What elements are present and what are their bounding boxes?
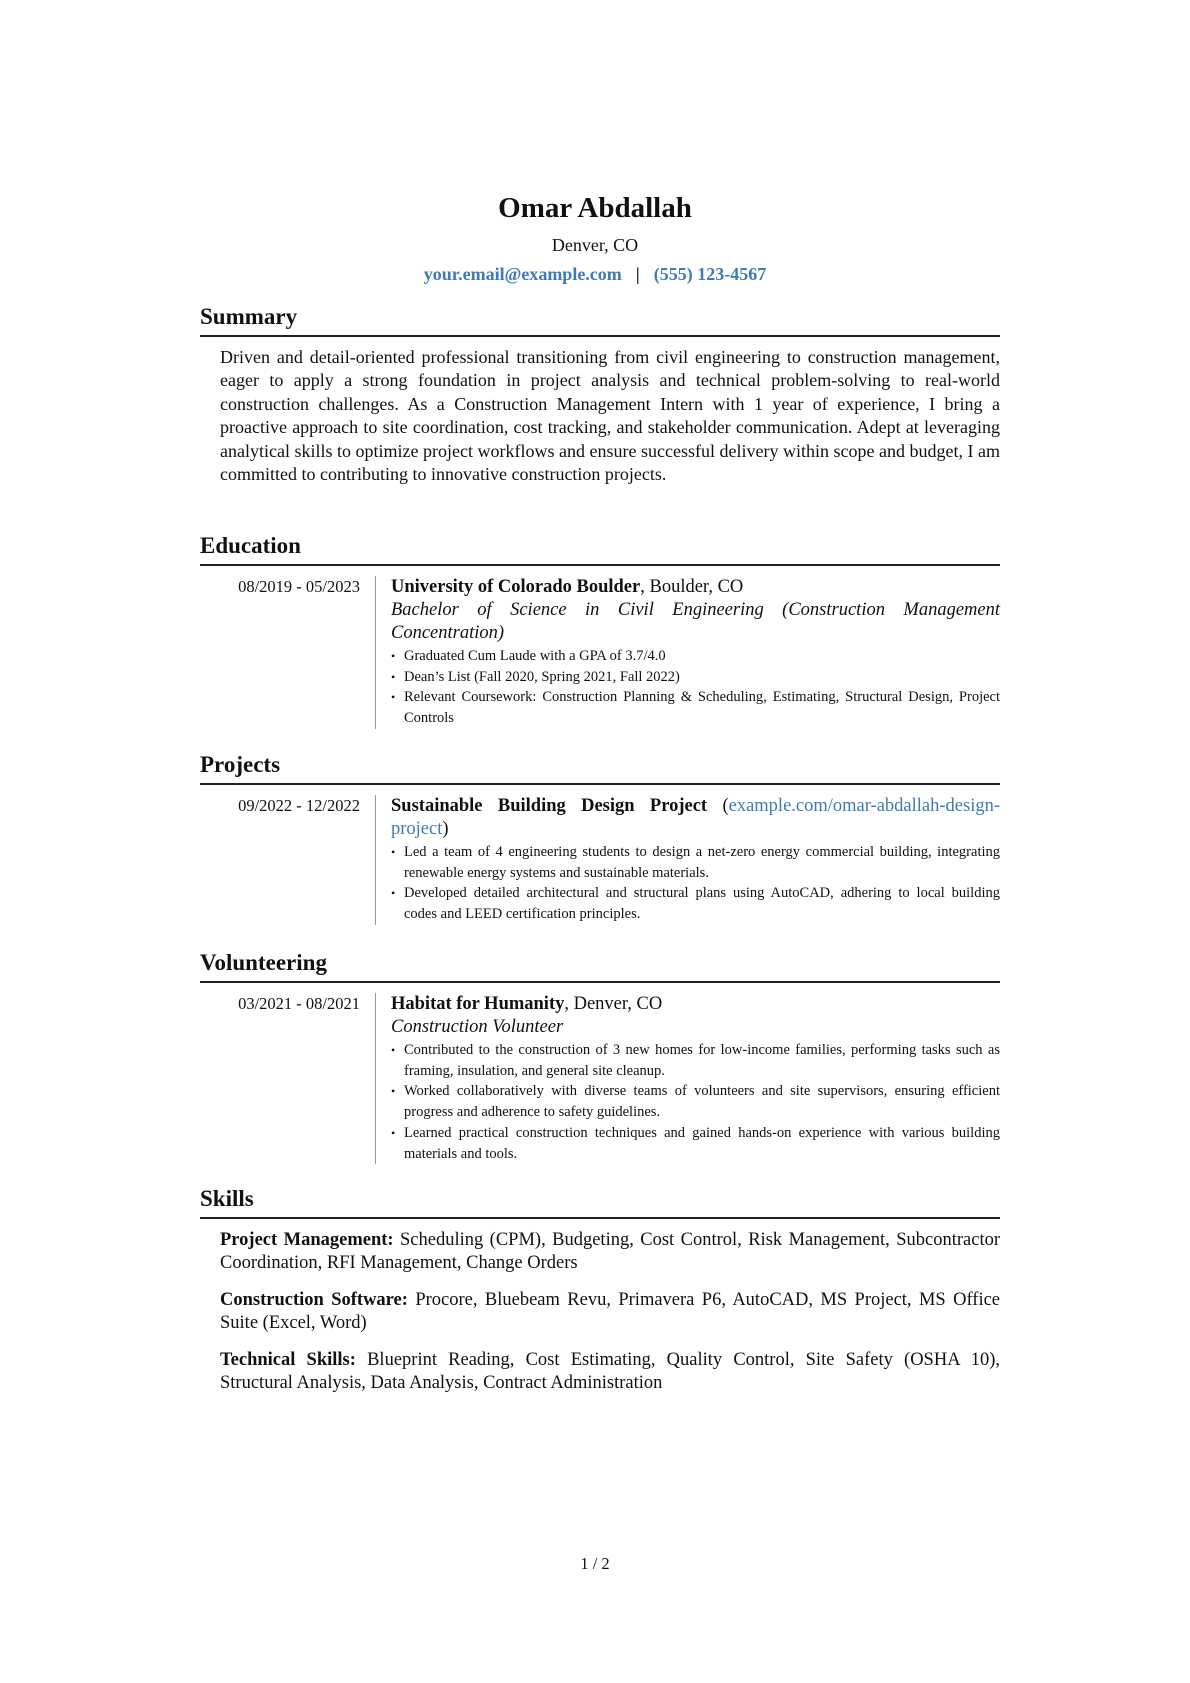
section-divider <box>200 783 1000 785</box>
list-item: • Graduated Cum Laude with a GPA of 3.7/4.0 <box>391 646 1000 667</box>
list-item: • Led a team of 4 engineering students to design a net-zero energy commercial building, integrating renewable energy systems and sustainable materials. <box>391 842 1000 883</box>
project-body <box>375 795 1000 925</box>
section-divider <box>200 981 1000 983</box>
skill-label: Project Management: <box>220 1230 394 1250</box>
projects-section <box>200 750 1000 925</box>
skill-value: Blueprint Reading, Cost Estimating, Quality Control, Site Safety (OSHA 10), Structural Analysis, Data Analysis, Contract Administration <box>220 1349 1000 1394</box>
page-number: 1 / 2 <box>580 1554 610 1573</box>
project-bullets <box>391 842 1000 925</box>
list-item: • Learned practical construction techniques and gained hands-on experience with various building materials and tools. <box>391 1123 1000 1164</box>
project-name: Sustainable Building Design Project <box>391 796 708 816</box>
education-date: 08/2019 - 05/2023 <box>238 577 360 596</box>
project-entry <box>200 795 1000 925</box>
list-item: • Developed detailed architectural and structural plans using AutoCAD, adhering to local building codes and LEED certification principles. <box>391 883 1000 924</box>
project-heading <box>391 795 1000 841</box>
volunteering-body <box>375 993 1000 1164</box>
summary-title: Summary <box>200 304 298 329</box>
section-divider <box>200 1217 1000 1219</box>
institution-name: University of Colorado Boulder <box>391 577 641 597</box>
resume-header <box>0 190 1190 286</box>
volunteering-title: Volunteering <box>200 950 327 975</box>
volunteering-section <box>200 948 1000 1164</box>
summary-text: Driven and detail-oriented professional transitioning from civil engineering to construction management, eager to apply a strong foundation in project analysis and technical problem-solving to real-world construction challenges. As a Construction Management Intern with 1 year of experience, I bring a proactive approach to site coordination, cost tracking, and stakeholder communication. Adept at leveraging analytical skills to optimize project workflows and ensure successful delivery within scope and budget, I am committed to contributing to innovative construction projects. <box>220 347 1000 485</box>
skills-list <box>220 1229 1000 1395</box>
project-date: 09/2022 - 12/2022 <box>238 796 360 815</box>
skill-row-project-management <box>220 1229 1000 1276</box>
skill-value: Scheduling (CPM), Budgeting, Cost Control, Risk Management, Subcontractor Coordination, RFI Management, Change Orders <box>220 1230 1000 1274</box>
volunteering-date: 03/2021 - 08/2021 <box>238 994 360 1013</box>
education-heading <box>391 576 1000 599</box>
project-paren-close: ) <box>442 819 449 839</box>
education-bullets <box>391 646 1000 729</box>
project-link[interactable]: example.com/omar-abdallah-design-project <box>391 796 1000 839</box>
email-link[interactable]: your.email@example.com <box>423 264 622 284</box>
project-paren-open: ( <box>707 796 729 816</box>
projects-title: Projects <box>200 752 281 777</box>
education-section <box>200 531 1000 729</box>
contact-separator: | <box>635 264 640 284</box>
list-item: • Worked collaboratively with diverse teams of volunteers and site supervisors, ensuring efficient progress and adherence to safety guidelines. <box>391 1081 1000 1122</box>
education-title: Education <box>200 533 301 558</box>
volunteering-bullets <box>391 1040 1000 1164</box>
education-entry <box>200 576 1000 729</box>
summary-section <box>200 302 1000 486</box>
volunteer-role: Construction Volunteer <box>391 1017 564 1037</box>
skill-row-technical-skills <box>220 1349 1000 1396</box>
candidate-name: Omar Abdallah <box>498 192 692 224</box>
organization-name: Habitat for Humanity <box>391 994 565 1014</box>
phone-link[interactable]: (555) 123-4567 <box>653 264 767 284</box>
degree: Bachelor of Science in Civil Engineering (Construction Management Concentration) <box>391 600 1000 643</box>
volunteering-entry <box>200 993 1000 1164</box>
contact-line <box>0 262 1190 286</box>
organization-place: , Denver, CO <box>564 994 663 1014</box>
skill-value: Procore, Bluebeam Revu, Primavera P6, AutoCAD, MS Project, MS Office Suite (Excel, Word) <box>220 1289 1000 1334</box>
skill-label: Technical Skills: <box>220 1349 356 1370</box>
institution-place: , Boulder, CO <box>640 577 744 597</box>
skill-label: Construction Software: <box>220 1289 408 1310</box>
list-item: • Relevant Coursework: Construction Planning & Scheduling, Estimating, Structural Design, Project Controls <box>391 687 1000 728</box>
skills-section <box>200 1184 1000 1408</box>
section-divider <box>200 564 1000 566</box>
education-body <box>375 576 1000 729</box>
skills-title: Skills <box>200 1186 254 1211</box>
candidate-location: Denver, CO <box>551 235 639 255</box>
skill-row-construction-software <box>220 1289 1000 1336</box>
section-divider <box>200 335 1000 337</box>
volunteering-heading <box>391 993 1000 1016</box>
list-item: • Contributed to the construction of 3 new homes for low-income families, performing tasks such as framing, insulation, and general site cleanup. <box>391 1040 1000 1081</box>
list-item: • Dean’s List (Fall 2020, Spring 2021, Fall 2022) <box>391 667 1000 688</box>
